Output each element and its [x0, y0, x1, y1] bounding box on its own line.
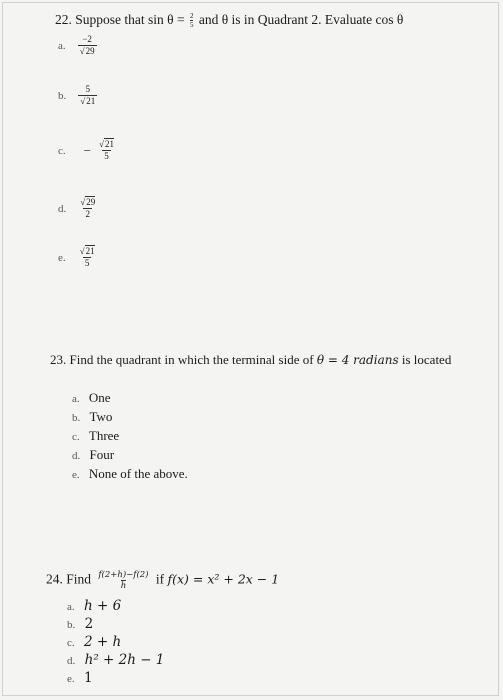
option-fraction — [78, 246, 97, 269]
option-label: None of the above. — [88, 466, 188, 481]
option-label: One — [88, 390, 111, 405]
fraction-denominator: √29 — [79, 46, 95, 56]
radicand: 21 — [85, 246, 95, 256]
option-letter: a. — [67, 601, 75, 613]
difference-quotient — [98, 570, 148, 591]
option-23e[interactable] — [72, 466, 188, 482]
option-22c[interactable] — [58, 139, 116, 162]
question-text: Find — [66, 571, 92, 587]
question-number: 24. — [46, 571, 63, 587]
option-letter: b. — [72, 412, 81, 424]
option-22e[interactable] — [58, 246, 97, 269]
option-24b[interactable] — [67, 616, 93, 632]
option-fraction — [78, 84, 97, 107]
question-text: Suppose that sin θ = — [75, 12, 185, 27]
fraction-denominator: √21 — [80, 96, 96, 106]
option-label: Three — [88, 428, 120, 443]
fraction-denominator: 5 — [189, 21, 194, 30]
fraction-denominator: 5 — [104, 151, 109, 161]
option-letter: d. — [67, 655, 76, 667]
radicand: 21 — [86, 96, 96, 106]
question-24-stem — [46, 570, 279, 591]
fraction-numerator: −2 — [82, 34, 92, 44]
fraction-numerator: f(2+h)−f(2) — [98, 570, 149, 580]
question-text-if: if — [155, 571, 165, 587]
option-22a[interactable] — [58, 34, 97, 57]
option-letter: e. — [72, 469, 80, 481]
option-23b[interactable] — [72, 409, 112, 425]
fraction-numerator: √21 — [79, 246, 95, 256]
option-label: 2 + h — [84, 634, 122, 650]
question-text-cont: and θ is in Quadrant 2. Evaluate cos θ — [198, 12, 404, 27]
option-fraction — [97, 139, 116, 162]
option-letter: a. — [72, 393, 80, 405]
question-number: 23. — [50, 352, 67, 367]
option-fraction — [78, 34, 97, 57]
option-23d[interactable] — [72, 447, 114, 463]
fraction-denominator: h — [120, 581, 127, 591]
question-math: f(x) = x² + 2x − 1 — [167, 571, 280, 587]
option-23c[interactable] — [72, 428, 119, 444]
fraction-numerator: √29 — [80, 197, 96, 207]
fraction-numerator: 5 — [85, 84, 90, 94]
option-22d[interactable] — [58, 197, 97, 220]
option-22b[interactable] — [58, 84, 97, 107]
question-text: Find the quadrant in which the terminal side of — [69, 352, 314, 367]
option-label: h + 6 — [84, 598, 122, 614]
option-fraction — [78, 197, 97, 220]
question-text-end: is located — [401, 352, 452, 367]
given-fraction — [190, 12, 194, 29]
radicand: 29 — [86, 197, 96, 207]
radicand: 21 — [104, 139, 114, 149]
option-label: 2 — [84, 616, 94, 632]
radicand: 29 — [85, 46, 95, 56]
option-label: Four — [89, 447, 115, 462]
fraction-numerator: 2 — [189, 12, 194, 21]
option-letter: a. — [58, 40, 66, 53]
option-24d[interactable] — [67, 652, 164, 668]
option-24a[interactable] — [67, 598, 121, 614]
option-23a[interactable] — [72, 390, 111, 406]
fraction-numerator: √21 — [98, 139, 114, 149]
question-22-stem — [55, 12, 403, 29]
option-letter: e. — [58, 252, 66, 265]
option-label: 1 — [84, 670, 93, 686]
question-23-stem — [50, 352, 451, 368]
option-letter: d. — [72, 450, 81, 462]
minus-sign: − — [83, 142, 91, 158]
question-math: θ = 4 radians — [316, 353, 399, 367]
option-label: h² + 2h − 1 — [84, 652, 165, 668]
fraction-denominator: 2 — [85, 209, 90, 219]
option-24c[interactable] — [67, 634, 121, 650]
option-label: Two — [89, 409, 113, 424]
option-letter: d. — [58, 203, 67, 216]
option-letter: b. — [58, 90, 67, 103]
option-letter: e. — [67, 673, 75, 685]
option-letter: b. — [67, 619, 76, 631]
option-letter: c. — [58, 145, 66, 158]
option-letter: c. — [67, 637, 75, 649]
question-number: 22. — [55, 12, 72, 27]
fraction-denominator: 5 — [84, 258, 90, 268]
option-letter: c. — [72, 431, 80, 443]
option-24e[interactable] — [67, 670, 93, 686]
